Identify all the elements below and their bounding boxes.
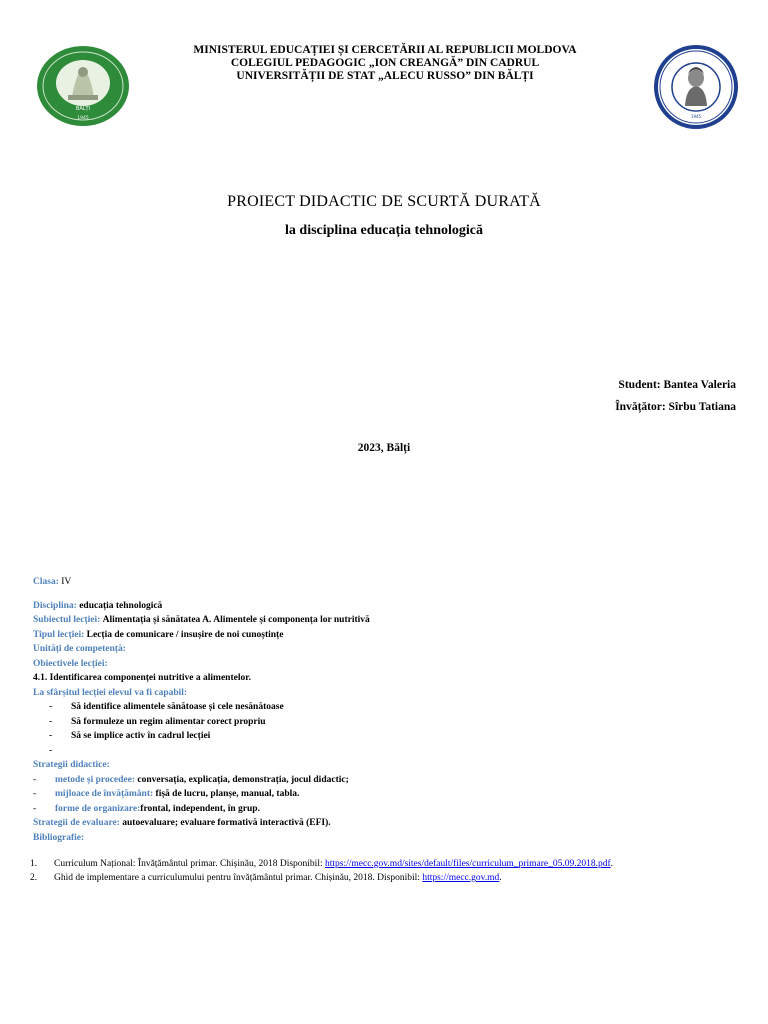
subiect-label: Subiectul lecției:: [33, 615, 101, 625]
strategii-row: [33, 758, 733, 773]
student-label: Student:: [618, 379, 661, 391]
disciplina-row: [33, 599, 733, 614]
disciplina-value: educația tehnologică: [79, 600, 163, 611]
unitati-label: Unități de competență:: [33, 644, 126, 654]
evaluare-row: [33, 816, 733, 831]
lesson-details: [33, 575, 733, 845]
metode-row: [33, 773, 733, 788]
document-subtitle: la disciplina educația tehnologică: [285, 223, 483, 238]
clasa-label: Clasa:: [33, 577, 59, 587]
institution-header: [150, 44, 620, 83]
clasa-row: [33, 575, 733, 590]
mijloace-row: [33, 787, 733, 802]
la-sfarsit-label: La sfârșitul lecției elevul va fi capabil:: [33, 687, 188, 698]
evaluare-value: autoevaluare; evaluare formativă interactivă (EFI).: [122, 818, 331, 828]
subiect-row: [33, 613, 733, 628]
bibliography-text: Ghid de implementare a curriculumului pentru învățământul primar. Chișinău, 2018. Disponibil:: [54, 873, 423, 883]
capabil-item: - Să se implice activ în cadrul lecției: [33, 729, 733, 744]
disciplina-label: Disciplina:: [33, 600, 77, 611]
header-line-1: MINISTERUL EDUCAȚIEI ȘI CERCETĂRII AL REPUBLICII MOLDOVA: [193, 44, 577, 56]
bibliografie-row: [33, 831, 733, 846]
forme-label: forme de organizare:: [55, 803, 141, 814]
obiectiv-1: 4.1. Identificarea componenței nutritive a alimentelor.: [33, 673, 251, 683]
capabil-item: [33, 744, 733, 759]
dash-bullet: -: [49, 745, 53, 756]
student-line: [618, 379, 736, 391]
seal-city: BĂLȚI: [75, 106, 91, 112]
bibliography-list: [30, 857, 750, 885]
bibliography-number: 2.: [30, 873, 38, 883]
bibliography-item: 2. Ghid de implementare a curriculumului pentru învățământul primar. Chișinău, 2018. Disponibil: https://mecc.gov.md.: [30, 873, 502, 883]
bibliografie-label: Bibliografie:: [33, 832, 85, 843]
header-line-2: COLEGIUL PEDAGOGIC „ION CREANGĂ” DIN CADRUL: [230, 57, 540, 69]
seal-year: 1945: [77, 116, 89, 121]
mijloace-value: fișă de lucru, planșe, manual, tabla.: [155, 789, 300, 799]
unitati-row: [33, 642, 733, 657]
tipul-row: [33, 628, 733, 643]
capabil-item: - Să formuleze un regim alimentar corect propriu: [33, 715, 733, 730]
teacher-line: [615, 401, 736, 413]
tipul-label: Tipul lecției:: [33, 629, 85, 640]
document-title: PROIECT DIDACTIC DE SCURTĂ DURATĂ: [227, 193, 541, 210]
universitatea-alecu-russo-logo: [653, 44, 739, 130]
dash-bullet: -: [49, 731, 53, 741]
dash-bullet: -: [33, 789, 37, 799]
bibliography-text: Curriculum Național: Învățământul primar. Chișinău, 2018 Disponibil:: [54, 859, 325, 869]
dash-bullet: -: [33, 774, 37, 785]
tipul-value: Lecția de comunicare / insușire de noi cunoștințe: [86, 629, 284, 640]
evaluare-label: Strategii de evaluare:: [33, 818, 120, 828]
student-name: Bantea Valeria: [663, 379, 736, 391]
clasa-value: IV: [61, 577, 72, 587]
capabil-item: - Să identifice alimentele sănătoase și cele nesănătoase: [33, 700, 733, 715]
bibliography-number: 1.: [30, 859, 38, 869]
forme-row: [33, 802, 733, 817]
teacher-label: Învățător:: [615, 401, 666, 413]
teacher-name: Sîrbu Tatiana: [668, 401, 736, 413]
dash-bullet: -: [49, 702, 53, 712]
seal-year: 1945: [690, 114, 702, 119]
obiective-label: Obiectivele lecției:: [33, 658, 108, 669]
dash-bullet: -: [33, 803, 37, 814]
header-line-3: UNIVERSITĂȚII DE STAT „ALECU RUSSO” DIN BĂLȚI: [236, 70, 534, 82]
la-sfarsit-row: [33, 686, 733, 701]
bibliography-link[interactable]: https://mecc.gov.md: [422, 873, 500, 883]
metode-value: conversația, explicația, demonstrația, jocul didactic;: [137, 774, 349, 785]
subiect-value: Alimentația și sănătatea A. Alimentele și componența lor nutritivă: [102, 615, 370, 625]
bibliography-link[interactable]: https://mecc.gov.md/sites/default/files/curriculum_primare_05.09.2018.pdf: [324, 859, 611, 869]
mijloace-label: mijloace de învățământ:: [55, 789, 154, 799]
forme-value: frontal, independent, în grup.: [140, 803, 260, 814]
bibliography-item: 1. Curriculum Național: Învățământul primar. Chișinău, 2018 Disponibil: https://mecc.gov.md/sites/default/files/curriculum_primare_05.09.2018.pdf.: [30, 859, 613, 869]
colegiul-pedagogic-logo: [36, 45, 130, 127]
dash-bullet: -: [49, 716, 53, 727]
city-year: 2023, Bălți: [357, 442, 411, 454]
metode-label: metode și procedee:: [55, 774, 136, 785]
obiective-row: [33, 657, 733, 672]
strategii-label: Strategii didactice:: [33, 760, 110, 770]
